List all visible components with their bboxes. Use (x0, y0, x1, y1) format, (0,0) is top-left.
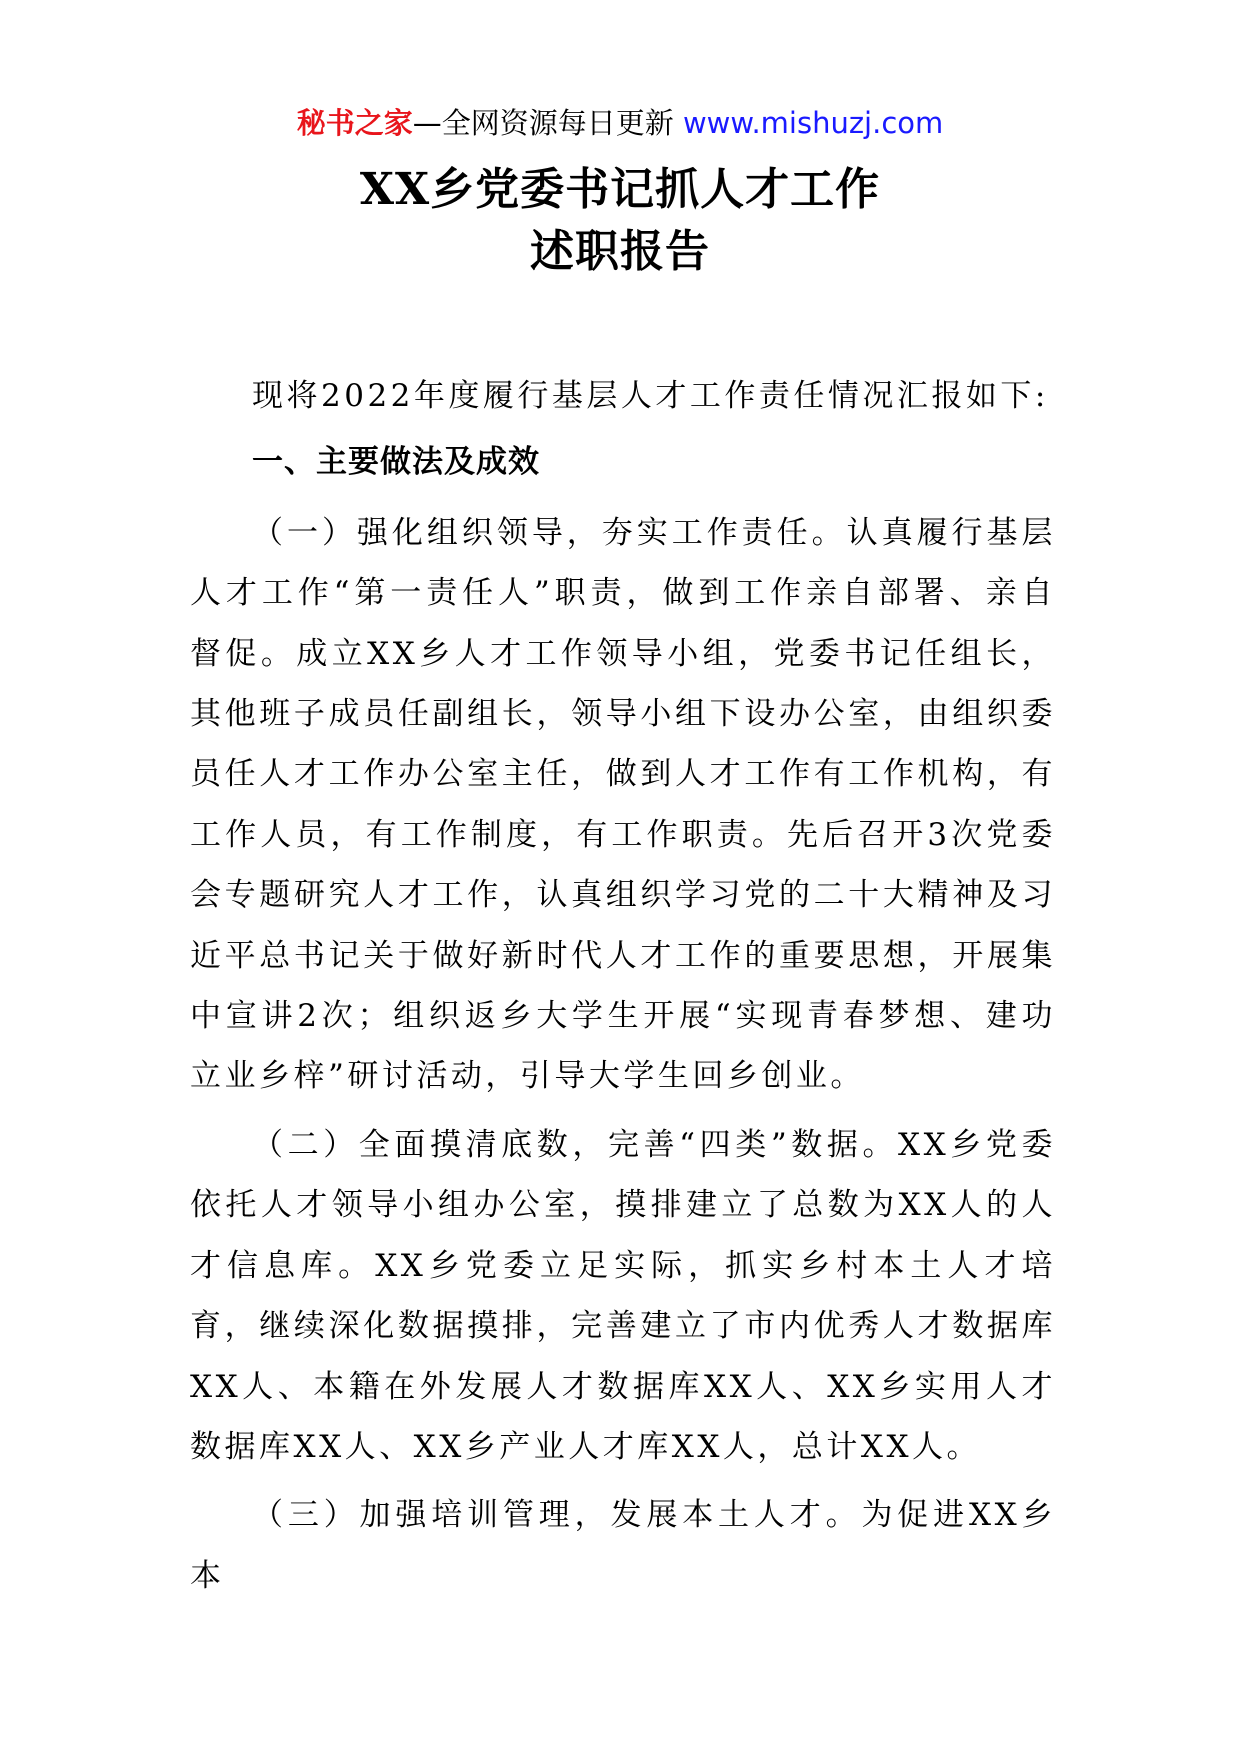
intro-paragraph: 现将2022年度履行基层人才工作责任情况汇报如下: (252, 378, 1049, 414)
document-title-line1: XX乡党委书记抓人才工作 (359, 164, 881, 215)
site-header (0, 100, 1240, 146)
header-tagline: —全网资源每日更新 (412, 106, 683, 140)
body-paragraph: （一）强化组织领导，夯实工作责任。认真履行基层人才工作“第一责任人”职责，做到工作亲自部署、亲自督促。成立XX乡人才工作领导小组，党委书记任组长，其他班子成员任副组长，领导小组下设办公室，由组织委员任人才工作办公室主任，做到人才工作有工作机构，有工作人员，有工作制度，有工作职责。先后召开3次党委会专题研究人才工作，认真组织学习党的二十大精神及习近平总书记关于做好新时代人才工作的重要思想，开展集中宣讲2次；组织返乡大学生开展“实现青春梦想、建功立业乡梓”研讨活动，引导大学生回乡创业。 (190, 514, 1056, 1095)
document-title-line2: 述职报告 (530, 226, 710, 277)
brand-name: 秘书之家 (296, 106, 413, 140)
body-paragraph: （二）全面摸清底数，完善“四类”数据。XX乡党委依托人才领导小组办公室，摸排建立了总数为XX人的人才信息库。XX乡党委立足实际，抓实乡村本土人才培育，继续深化数据摸排，完善建立了市内优秀人才数据库XX人、本籍在外发展人才数据库XX人、XX乡实用人才数据库XX人、XX乡产业人才库XX人，总计XX人。 (190, 1126, 1056, 1465)
section-heading: 一、主要做法及成效 (252, 444, 540, 481)
document-body (190, 366, 1056, 1614)
site-url-link[interactable]: www.mishuzj.com (682, 106, 944, 140)
body-paragraph: （三）加强培训管理，发展本土人才。为促进XX乡本 (190, 1497, 1056, 1594)
